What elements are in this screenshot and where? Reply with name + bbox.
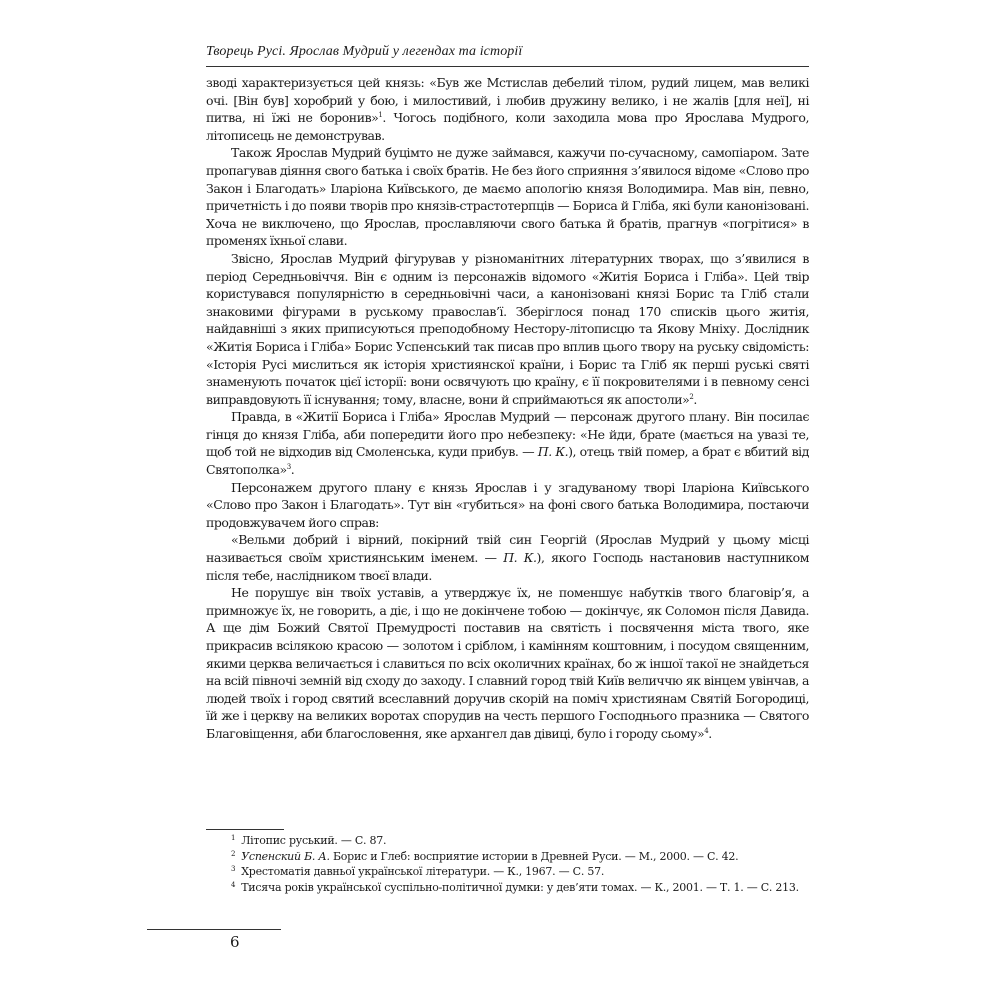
paragraph-text: Звісно, Ярослав Мудрий фігурував у різноманітних літературних творах, що з’явилися в період Середньовіччя. Він є одним із персонажів відомого «Житія Бориса і Гліба». Цей твір користувався популярністю в середньовічні часи, а канонізовані князі Борис та Гліб стали знаковими фігурами в руському православ’ї. Зберіглося понад 170 списків цього житія, найдавніші з яких приписуються преподобному Нестору-літописцю та Якову Мніху. Дослідник «Житія Бориса і Гліба» Борис Успенський так писав про вплив цього твору на руську свідомість: «Історія Русі мислиться як історія християнскої країни, і Борис та Гліб як перші руські святі знаменують початок цієї історії: вони освячують цю країну, є її покровителями і в певному сенсі виправдовують її існування; тому, власне, вони й сприймаються як апостоли» bbox=[206, 250, 809, 407]
footnote-text: Борис и Глеб: восприятие истории в Древней Руси. — М., 2000. — С. 42. bbox=[329, 849, 739, 863]
paragraph-text: Правда, в «Житії Бориса і Гліба» Ярослав Мудрий — персонаж другого плану. Він посилає гінця до князя Гліба, аби попередити його про небезпеку: «Не йди, брате (мається на увазі те, щоб той не відходив від Смоленська, куди прибув. — bbox=[206, 409, 809, 460]
paragraph bbox=[206, 479, 809, 532]
footnote-divider bbox=[206, 829, 284, 830]
editor-initials: П. К. bbox=[503, 550, 537, 566]
footnote-text: Літопис руський. — С. 87. bbox=[241, 834, 387, 847]
footnote-ref: 1 bbox=[378, 111, 383, 120]
paragraph-text: Персонажем другого плану є князь Ярослав і у згадуваному творі Іларіона Київського «Слово про Закон і Благодать». Тут він «губиться» на фоні свого батька Володимира, постаючи продовжувачем його справ: bbox=[206, 479, 809, 530]
footnote-ref: 4 bbox=[704, 726, 709, 735]
footnote-text: Тисяча років української суспільно-політичної думки: у дев’яти томах. — К., 2001. — Т. 1. — С. 213. bbox=[241, 880, 799, 894]
running-header-title: Творець Русі. Ярослав Мудрий у легендах та історії bbox=[206, 44, 523, 59]
footnote-ref: 2 bbox=[689, 392, 694, 401]
paragraph-text: Також Ярослав Мудрий буцімто не дуже займався, кажучи по-сучасному, самопіаром. Зате пропагував діяння свого батька і своїх братів. Не без його сприяння з’явилося відоме «Слово про Закон і Благодать» Іларіона Київського, де маємо апологію князя Володимира. Мав він, певно, причетність і до появи творів про князів-страстотерпців — Бориса й Гліба, які були канонізовані. Хоча не виключено, що Ярослав, прославляючи свого батька й братів, прагнув «погрітися» в променях їхньої слави. bbox=[206, 145, 809, 249]
footnote bbox=[206, 833, 809, 849]
footnote bbox=[206, 864, 809, 880]
page-number: 6 bbox=[230, 933, 240, 951]
paragraph bbox=[206, 74, 809, 144]
paragraph-text: . Чогось подібного, коли заходила мова про Ярослава Мудрого, літописець не демонстрував. bbox=[206, 110, 809, 143]
footnote-number: 2 bbox=[231, 849, 236, 858]
quote-paragraph bbox=[206, 584, 809, 742]
paragraph-text: . bbox=[708, 725, 712, 741]
editor-initials: П. К. bbox=[537, 444, 569, 460]
footnote-author: Успенский Б. А. bbox=[241, 849, 330, 863]
page-number-divider bbox=[147, 929, 281, 930]
paragraph-text: «Вельми добрий і вірний, покірний твій син Георгій (Ярослав Мудрий у цьому місці називається своїм християнським іменем. — bbox=[206, 532, 809, 566]
paragraph bbox=[206, 408, 809, 478]
header-divider bbox=[206, 66, 809, 67]
quote-paragraph bbox=[206, 531, 809, 584]
main-text bbox=[206, 74, 809, 743]
footnote bbox=[206, 849, 809, 865]
footnote-ref: 3 bbox=[286, 463, 291, 472]
paragraph-text: Не порушує він твоїх уставів, а утверджує їх, не поменшує набутків твого благовір’я, а примножує їх, не говорить, а діє, і що не докінчене тобою — докінчує, як Соломон після Давида. А ще дім Божий Святої Премудрості поставив на святість і посвячення міста твого, яке прикрасив всілякою красою — золотом і сріблом, і камінням коштовним, і посудом священним, якими церква величається і славиться по всіх околичних країнах, бо ж іншої такої не знайдеться на всій півночі земній від сходу до заходу. І славний город твій Київ величчю як вінцем увінчав, а людей твоїх і город святий всеславний доручив скорій на поміч християнам Святій Богородиці, їй же і церкву на великих воротах спорудив на честь першого Господнього празника — Святого Благовіщення, аби благословення, яке архангел дав дівиці, було і городу сьому» bbox=[206, 585, 809, 741]
footnote-number: 3 bbox=[231, 865, 236, 874]
footnote-number: 4 bbox=[231, 880, 236, 889]
paragraph-text: . bbox=[693, 391, 697, 407]
footnote-text: Хрестоматія давньої української літератури. — К., 1967. — С. 57. bbox=[241, 865, 605, 879]
paragraph bbox=[206, 250, 809, 408]
footnote bbox=[206, 880, 809, 896]
footnote-number: 1 bbox=[231, 834, 236, 842]
paragraph-text: ), отець твій помер, а брат є вбитий від Святополка» bbox=[206, 444, 809, 478]
footnotes bbox=[206, 833, 809, 895]
paragraph-text: ), якого Господь настановив наступником після тебе, наслідником твоєї влади. bbox=[206, 550, 809, 583]
paragraph-text: зводі характеризується цей князь: «Був же Мстислав дебелий тілом, рудий лицем, мав великі очі. [Він був] хоробрий у бою, і милостивий, і любив дружину велико, і не жалів [для неї], ні питва, ні їжі не боронив» bbox=[206, 75, 809, 126]
paragraph bbox=[206, 144, 809, 250]
paragraph-text: . bbox=[290, 462, 295, 478]
